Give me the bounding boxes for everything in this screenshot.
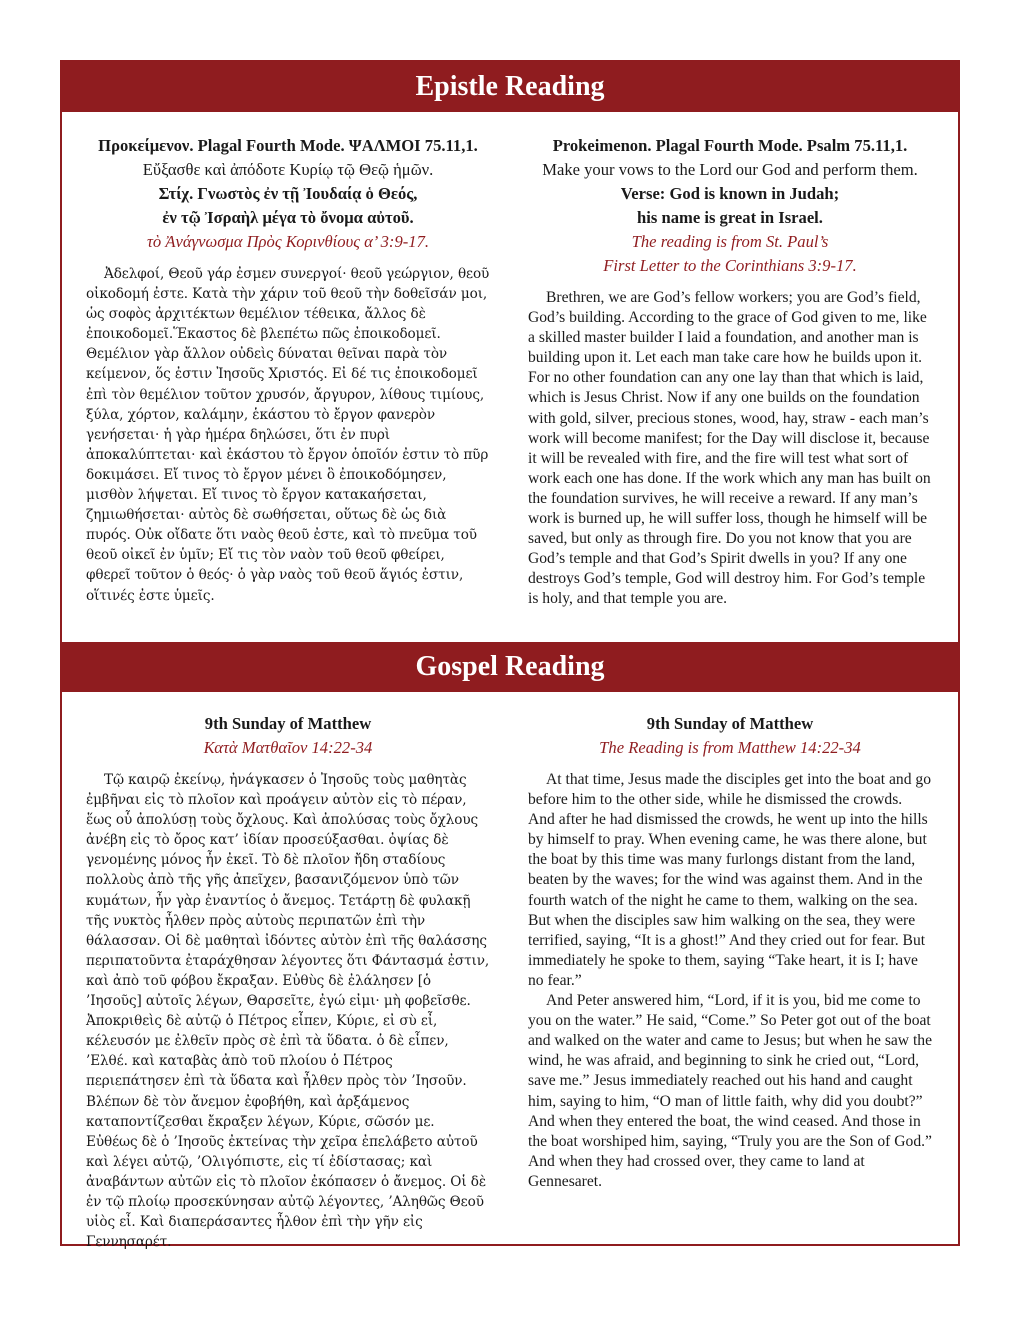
- gospel-english-heading: [528, 712, 932, 760]
- english-gospel-title: 9th Sunday of Matthew: [646, 714, 814, 733]
- epistle-greek-heading: [86, 134, 490, 254]
- epistle-banner: Epistle Reading: [62, 62, 958, 112]
- greek-verse-2: ἐν τῷ Ἰσραὴλ μέγα τὸ ὄνομα αὐτοῦ.: [162, 208, 414, 227]
- english-gospel-text-2: And Peter answered him, “Lord, if it is you, bid me come to you on the water.” He said, “Come.” So Peter got out of the boat and walked on the water and came to Jesus; but when he saw the wind, he was afraid, and beginning to sink he cried out, “Lord, save me.” Jesus immediately reached out his hand and caught him, saying to him, “O man of little faith, why did you doubt?” And when they entered the boat, the wind ceased. And those in the boat worshiped him, saying, “Truly you are the Son of God.” And when they had crossed over, they came to land at Gennesaret.: [528, 992, 933, 1190]
- english-verse-1: Verse: God is known in Judah;: [620, 184, 840, 203]
- greek-epistle-text: Ἀδελφοί, Θεοῦ γάρ ἐσμεν συνεργοί· θεοῦ γεώργιον, θεοῦ οἰκοδομή ἐστε. Κατὰ τὴν χάριν τοῦ θεοῦ τὴν δοθεῖσάν μοι, ὡς σοφὸς ἀρχιτέκτων θεμέλιον τέθεικα, ἄλλος δὲ ἐποικοδομεῖ.Ἕκαστος δὲ βλεπέτω πῶς ἐποικοδομεῖ. Θεμέλιον γὰρ ἄλλον οὐδεὶς δύναται θεῖναι παρὰ τὸν κείμενον, ὅς ἐστιν Ἰησοῦς Χριστός. Εἰ δέ τις ἐποικοδομεῖ ἐπὶ τὸν θεμέλιον τοῦτον χρυσόν, ἄργυρον, λίθους τιμίους, ξύλα, χόρτον, καλάμην, ἑκάστου τὸ ἔργον φανερὸν γενήσεται· ἡ γὰρ ἡμέρα δηλώσει, ὅτι ἐν πυρὶ ἀποκαλύπτεται· καὶ ἑκάστου τὸ ἔργον ὁποῖόν ἐστιν τὸ πῦρ δοκιμάσει. Εἴ τινος τὸ ἔργον μένει ὃ ἐποικοδόμησεν, μισθὸν λήψεται. Εἴ τινος τὸ ἔργον κατακαήσεται, ζημιωθήσεται· αὐτὸς δὲ σωθήσεται, οὕτως δὲ ὡς διὰ πυρός. Οὐκ οἴδατε ὅτι ναὸς θεοῦ ἐστε, καὶ τὸ πνεῦμα τοῦ θεοῦ οἰκεῖ ἐν ὑμῖν; Εἴ τις τὸν ναὸν τοῦ θεοῦ φθείρει, φθερεῖ τοῦτον ὁ θεός· ὁ γὰρ ναὸς τοῦ θεοῦ ἅγιός ἐστιν, οἵτινές ἐστε ὑμεῖς.: [86, 266, 490, 604]
- greek-verse-1: Στίχ. Γνωστὸς ἐν τῇ Ἰουδαίᾳ ὁ Θεός,: [158, 184, 418, 203]
- gospel-banner: Gospel Reading: [62, 642, 958, 692]
- greek-prokeimenon: Προκείμενον. Plagal Fourth Mode. ΨΑΛΜΟΙ 75.11,1.: [98, 136, 478, 155]
- greek-gospel-reference: Κατὰ Ματθαῖον 14:22-34: [203, 738, 373, 757]
- gospel-english-column: [528, 712, 932, 1192]
- english-epistle-text: Brethren, we are God’s fellow workers; you are God’s field, God’s building. According to the grace of God given to me, like a skilled master builder I laid a foundation, and another man is building upon it. Let each man take care how he builds upon it. For no other foundation can any one lay than that which is laid, which is Jesus Christ. Now if any one builds on the foundation with gold, silver, precious stones, wood, hay, straw - each man’s work will become manifest; for the Day will disclose it, because it will be revealed with fire, and the fire will test what sort of work each one has done. If the work which any man has built on the foundation survives, he will receive a reward. If any man’s work is burned up, he will suffer loss, though he himself will be saved, but only as through fire. Do you not know that you are God’s temple and that God’s Spirit dwells in you? If any one destroys God’s temple, God will destroy him. For God’s temple is holy, and that temple you are.: [528, 289, 931, 608]
- epistle-english-column: [528, 134, 932, 610]
- english-gospel-reference: The Reading is from Matthew 14:22-34: [599, 738, 861, 757]
- english-epistle-reference-1: The reading is from St. Paul’s: [631, 232, 829, 251]
- greek-gospel-text: Τῷ καιρῷ ἐκείνῳ, ἠνάγκασεν ὁ Ἰησοῦς τοὺς μαθητὰς ἐμβῆναι εἰς τὸ πλοῖον καὶ προάγειν αὐτὸν εἰς τὸ πέραν, ἕως οὗ ἀπολύσῃ τοὺς ὄχλους. Καὶ ἀπολύσας τοὺς ὄχλους ἀνέβη εἰς τὸ ὄρος κατ’ ἰδίαν προσεύξασθαι. ὀψίας δὲ γενομένης μόνος ἦν ἐκεῖ. Τὸ δὲ πλοῖον ἤδη σταδίους πολλοὺς ἀπὸ τῆς γῆς ἀπεῖχεν, βασανιζόμενον ὑπὸ τῶν κυμάτων, ἦν γὰρ ἐναντίος ὁ ἄνεμος. Τετάρτῃ δὲ φυλακῇ τῆς νυκτὸς ἦλθεν πρὸς αὐτοὺς περιπατῶν ἐπὶ τὴν θάλασσαν. Οἱ δὲ μαθηταὶ ἰδόντες αὐτὸν ἐπὶ τῆς θαλάσσης περιπατοῦντα ἐταράχθησαν λέγοντες ὅτι Φάντασμά ἐστιν, καὶ ἀπὸ τοῦ φόβου ἔκραξαν. Εὐθὺς δὲ ἐλάλησεν [ὁ ’Ιησοῦς] αὐτοῖς λέγων, Θαρσεῖτε, ἐγώ εἰμι· μὴ φοβεῖσθε. Ἀποκριθεὶς δὲ αὐτῷ ὁ Πέτρος εἶπεν, Κύριε, εἰ σὺ εἶ, κέλευσόν με ἐλθεῖν πρὸς σὲ ἐπὶ τὰ ὕδατα. ὁ δὲ εἶπεν, ’Ελθέ. καὶ καταβὰς ἀπὸ τοῦ πλοίου ὁ Πέτρος περιεπάτησεν ἐπὶ τὰ ὕδατα καὶ ἦλθεν πρὸς τὸν ’Ιησοῦν. Βλέπων δὲ τὸν ἄνεμον ἐφοβήθη, καὶ ἀρξάμενος καταποντίζεσθαι ἔκραξεν λέγων, Κύριε, σῶσόν με. Εὐθέως δὲ ὁ ’Ιησοῦς ἐκτείνας τὴν χεῖρα ἐπελάβετο αὐτοῦ καὶ λέγει αὐτῷ, ’Ολιγόπιστε, εἰς τί ἐδίστασας; καὶ ἀναβάντων αὐτῶν εἰς τὸ πλοῖον ἐκόπασεν ὁ ἄνεμος. Οἱ δὲ ἐν τῷ πλοίῳ προσεκύνησαν αὐτῷ λέγοντες, ’Αληθῶς Θεοῦ υἱὸς εἶ. Καὶ διαπεράσαντες ἦλθον ἐπὶ τὴν γῆν εἰς Γεννησαρέτ.: [86, 772, 490, 1251]
- gospel-greek-heading: [86, 712, 490, 760]
- epistle-english-heading: [528, 134, 932, 278]
- english-epistle-reference-2: First Letter to the Corinthians 3:9-17.: [603, 256, 857, 275]
- gospel-greek-column: [86, 712, 490, 1252]
- english-verse-2: his name is great in Israel.: [637, 208, 823, 227]
- greek-prokeimenon-line: Εὔξασθε καὶ ἀπόδοτε Κυρίῳ τῷ Θεῷ ἡμῶν.: [142, 160, 434, 179]
- english-gospel-text-1: At that time, Jesus made the disciples get into the boat and go before him to the other side, while he dismissed the crowds. And after he had dismissed the crowds, he went up into the hills by himself to pray. When evening came, he was there alone, but the boat by this time was many furlongs distant from the land, beaten by the waves; for the wind was against them. And in the fourth watch of the night he came to them, walking on the sea. But when the disciples saw him walking on the sea, they were terrified, saying, “It is a ghost!” And they cried out for fear. But immediately he spoke to them, saying “Take heart, it is I; have no fear.”: [528, 771, 932, 989]
- greek-epistle-reference: τὸ Ἀνάγνωσμα Πρὸς Κορινθίους α’ 3:9-17.: [146, 232, 430, 251]
- english-prokeimenon-line: Make your vows to the Lord our God and perform them.: [542, 160, 918, 179]
- epistle-greek-column: [86, 134, 490, 606]
- page-frame: [60, 60, 960, 1251]
- greek-gospel-title: 9th Sunday of Matthew: [204, 714, 372, 733]
- english-prokeimenon: Prokeimenon. Plagal Fourth Mode. Psalm 75.11,1.: [552, 136, 908, 155]
